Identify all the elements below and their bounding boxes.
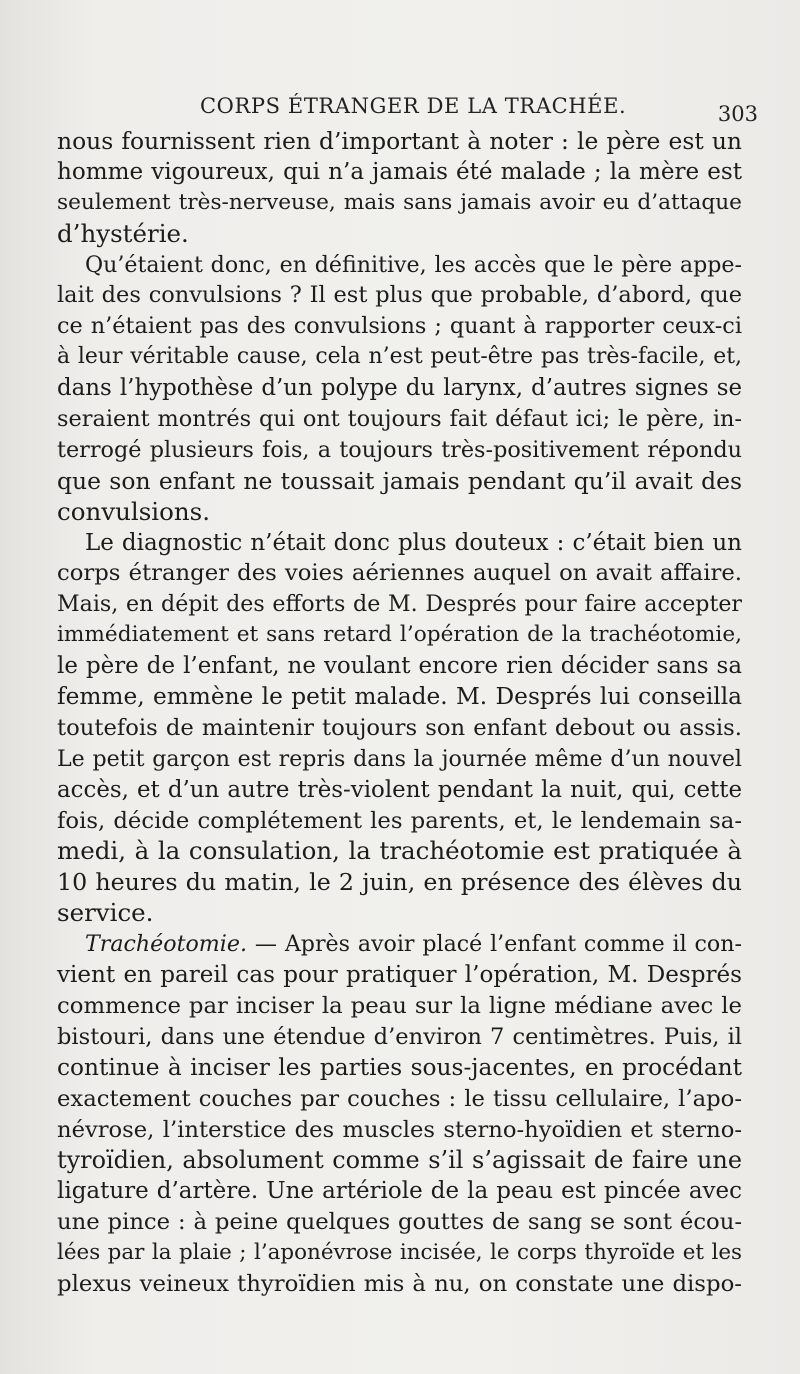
text-line: névrose, l’interstice des muscles sterno-hyoïdien et sterno-	[57, 1116, 742, 1143]
text-line: exactement couches par couches : le tissu cellulaire, l’apo-	[57, 1085, 742, 1112]
text-line: lées par la plaie ; l’aponévrose incisée, le corps thyroïde et les	[57, 1240, 742, 1266]
text-line: service.	[57, 898, 154, 928]
text-line: dans l’hypothèse d’un polype du larynx, d’autres signes se	[57, 375, 742, 402]
page-number: 303	[717, 102, 758, 126]
running-title: CORPS ÉTRANGER DE LA TRACHÉE.	[200, 94, 627, 118]
text-line: fois, décide complétement les parents, et, le lendemain sa-	[57, 807, 742, 834]
text-line: commence par inciser la peau sur la ligne médiane avec le	[57, 992, 742, 1019]
text-line: convulsions.	[57, 496, 211, 526]
text-line: medi, à la consulation, la trachéotomie est pratiquée à	[57, 836, 742, 866]
text-line: seulement très-nerveuse, mais sans jamais avoir eu d’attaque	[57, 189, 742, 215]
section-heading: Trachéotomie.	[85, 931, 247, 958]
text-line: seraient montrés qui ont toujours fait défaut ici; le père, in-	[57, 406, 742, 433]
text-line: 10 heures du matin, le 2 juin, en présence des élèves du	[57, 868, 742, 897]
text-line-with-heading	[57, 929, 742, 960]
text-line: terrogé plusieurs fois, a toujours très-positivement répondu	[57, 436, 742, 463]
text-line: le père de l’enfant, ne voulant encore rien décider sans sa	[57, 653, 742, 680]
text-line: homme vigoureux, qui n’a jamais été malade ; la mère est	[57, 158, 742, 185]
text-line: toutefois de maintenir toujours son enfant debout ou assis.	[57, 714, 742, 741]
text-line: à leur véritable cause, cela n’est peut-être pas très-facile, et,	[57, 344, 742, 370]
text-line: d’hystérie.	[57, 218, 189, 248]
text-line: continue à inciser les parties sous-jacentes, en procédant	[57, 1053, 742, 1081]
body-text	[57, 126, 742, 1300]
text-line: Le diagnostic n’était donc plus douteux : c’était bien un	[85, 529, 742, 556]
page-header	[60, 88, 760, 124]
text-line: Qu’étaient donc, en définitive, les accès que le père appe-	[85, 251, 742, 278]
text-line: ligature d’artère. Une artériole de la peau est pincée avec	[57, 1178, 742, 1205]
text-line: ce n’étaient pas des convulsions ; quant à rapporter ceux-ci	[57, 313, 742, 340]
text-line: Le petit garçon est repris dans la journée même d’un nouvel	[57, 745, 742, 772]
text-line: une pince : à peine quelques gouttes de sang se sont écou-	[57, 1209, 742, 1236]
text-line: femme, emmène le petit malade. M. Després lui conseilla	[57, 683, 742, 711]
text-line-rest: — Après avoir placé l’enfant comme il con-	[254, 931, 742, 958]
text-line: plexus veineux thyroïdien mis à nu, on constate une dispo-	[57, 1270, 742, 1297]
text-line: corps étranger des voies aériennes auquel on avait affaire.	[57, 560, 742, 587]
text-line: lait des convulsions ? Il est plus que probable, d’abord, que	[57, 282, 742, 309]
text-line: accès, et d’un autre très-violent pendant la nuit, qui, cette	[57, 776, 742, 803]
text-line: nous fournissent rien d’important à noter : le père est un	[57, 127, 742, 155]
text-line: vient en pareil cas pour pratiquer l’opération, M. Després	[57, 962, 742, 989]
text-line: bistouri, dans une étendue d’environ 7 centimètres. Puis, il	[57, 1023, 742, 1050]
text-line: Mais, en dépit des efforts de M. Després pour faire accepter	[57, 591, 742, 618]
text-line: tyroïdien, absolument comme s’il s’agissait de faire une	[57, 1146, 742, 1175]
text-line: que son enfant ne toussait jamais pendant qu’il avait des	[57, 466, 742, 495]
text-line: immédiatement et sans retard l’opération de la trachéotomie,	[57, 622, 742, 648]
